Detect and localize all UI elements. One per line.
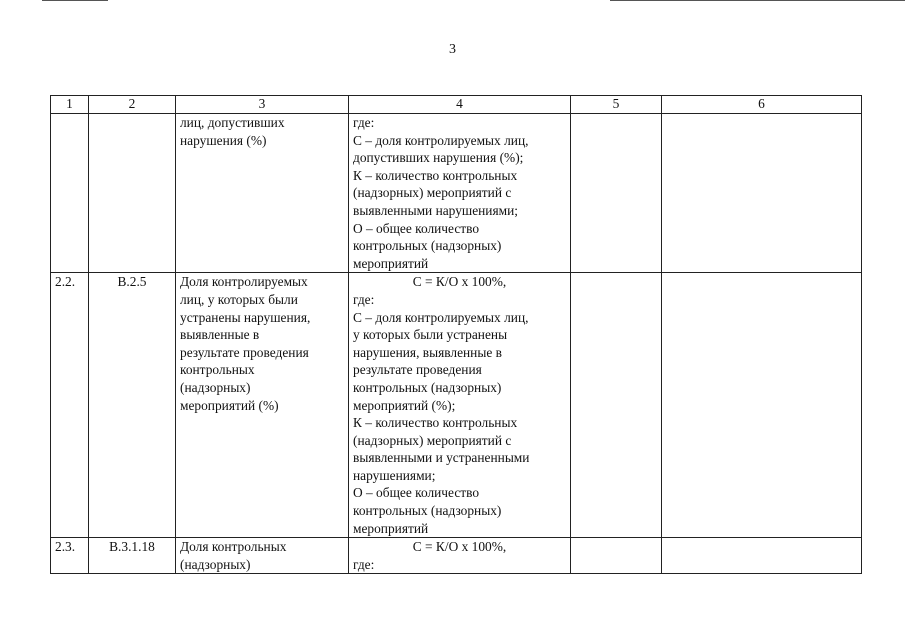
indicators-table — [50, 95, 862, 574]
indicator-code-cell — [89, 114, 176, 273]
formula-line: К – количество контрольных — [353, 167, 518, 183]
formula-line: контрольных (надзорных) — [353, 238, 502, 254]
formula-line: мероприятий — [353, 255, 429, 271]
indicator-name-line: Доля контрольных — [180, 539, 287, 555]
formula-cell — [349, 114, 571, 273]
formula-line: нарушения, выявленные в — [353, 344, 502, 360]
indicator-name-line: Доля контролируемых — [180, 274, 308, 290]
indicator-name-cell — [176, 114, 349, 273]
formula-cell — [349, 538, 571, 574]
formula-line: результате проведения — [353, 362, 482, 378]
formula-line: мероприятий — [353, 520, 429, 536]
scan-edge-line — [610, 0, 905, 1]
formula-main: С = К/О х 100%, — [412, 274, 507, 290]
indicator-name-cell — [176, 273, 349, 538]
formula-line: (надзорных) мероприятий с — [353, 185, 512, 201]
column-5-cell — [571, 538, 662, 574]
formula-line: у которых были устранены — [353, 327, 508, 343]
indicator-name-line: нарушения (%) — [180, 132, 267, 148]
indicator-name-line: мероприятий (%) — [180, 397, 279, 413]
indicator-name-line: устранены нарушения, — [180, 309, 311, 325]
column-6-cell — [662, 538, 862, 574]
formula-line: контрольных (надзорных) — [353, 503, 502, 519]
indicator-code-cell: В.3.1.18 — [89, 538, 176, 574]
formula-line: мероприятий (%); — [353, 397, 456, 413]
table-row — [51, 273, 862, 538]
table-row — [51, 114, 862, 273]
table-row — [51, 538, 862, 574]
formula-line: С – доля контролируемых лиц, — [353, 309, 529, 325]
indicator-name-line: лиц, у которых были — [180, 291, 298, 307]
formula-line: где: — [353, 291, 375, 307]
header-cell-6: 6 — [662, 96, 862, 114]
column-6-cell — [662, 273, 862, 538]
indicator-code-cell: В.2.5 — [89, 273, 176, 538]
indicator-name-line: (надзорных) — [180, 556, 251, 572]
row-number-cell: 2.2. — [51, 273, 89, 538]
formula-line: С – доля контролируемых лиц, — [353, 132, 529, 148]
formula-main: С = К/О х 100%, — [412, 539, 507, 555]
indicator-name-cell — [176, 538, 349, 574]
formula-line: нарушениями; — [353, 467, 436, 483]
page-number: 3 — [449, 42, 456, 57]
column-5-cell — [571, 114, 662, 273]
formula-line: где: — [353, 556, 375, 572]
formula-line: выявленными нарушениями; — [353, 202, 518, 218]
indicator-name-line: лиц, допустивших — [180, 115, 285, 130]
formula-line: выявленными и устраненными — [353, 450, 530, 466]
header-cell-3: 3 — [176, 96, 349, 114]
table-header-row — [51, 96, 862, 114]
header-cell-4: 4 — [349, 96, 571, 114]
indicator-name-line: результате проведения — [180, 344, 309, 360]
formula-cell — [349, 273, 571, 538]
scan-edge-line — [42, 0, 108, 1]
header-cell-5: 5 — [571, 96, 662, 114]
column-6-cell — [662, 114, 862, 273]
formula-line: К – количество контрольных — [353, 415, 518, 431]
indicator-name-line: выявленные в — [180, 327, 260, 343]
formula-line: контрольных (надзорных) — [353, 379, 502, 395]
indicator-name-line: контрольных — [180, 362, 255, 378]
formula-line: О – общее количество — [353, 485, 480, 501]
column-5-cell — [571, 273, 662, 538]
formula-line: где: — [353, 115, 375, 130]
header-cell-2: 2 — [89, 96, 176, 114]
row-number-cell: 2.3. — [51, 538, 89, 574]
formula-line: допустивших нарушения (%); — [353, 150, 524, 166]
header-cell-1: 1 — [51, 96, 89, 114]
row-number-cell — [51, 114, 89, 273]
formula-line: О – общее количество — [353, 220, 480, 236]
indicator-name-line: (надзорных) — [180, 379, 251, 395]
formula-line: (надзорных) мероприятий с — [353, 432, 512, 448]
